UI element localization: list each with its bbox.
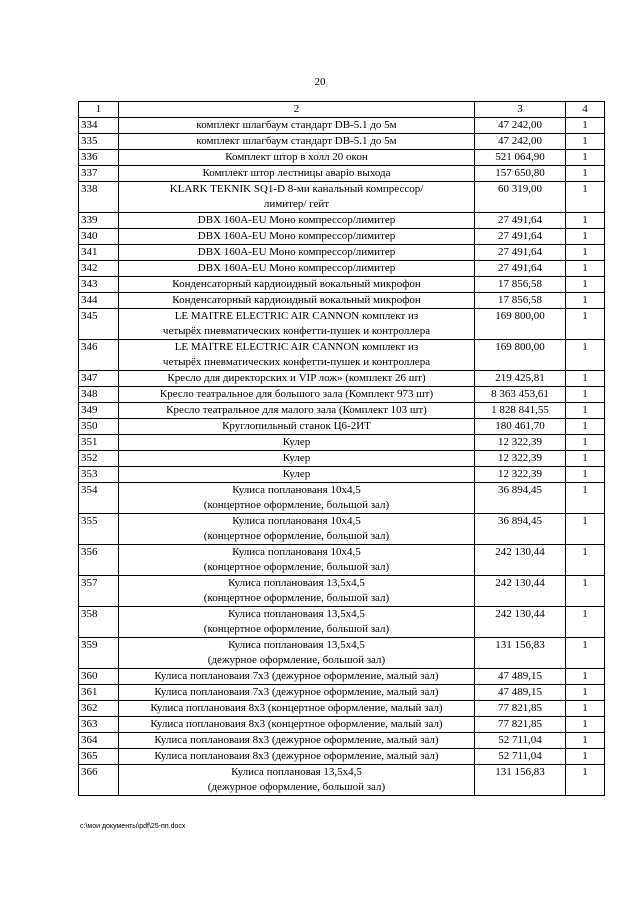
item-price: 77 821,85: [475, 717, 566, 733]
table-row: [79, 669, 605, 685]
item-quantity: 1: [566, 150, 605, 166]
table-row: [79, 229, 605, 245]
table-row: [79, 309, 605, 340]
table-row: [79, 733, 605, 749]
item-price: 219 425,81: [475, 371, 566, 387]
table-row: [79, 134, 605, 150]
item-name: [119, 387, 475, 403]
item-quantity: 1: [566, 545, 605, 576]
item-name: [119, 701, 475, 717]
row-number: 355: [79, 514, 119, 545]
row-number: 359: [79, 638, 119, 669]
page-number: 20: [314, 76, 326, 88]
item-quantity: 1: [566, 435, 605, 451]
table-row: [79, 261, 605, 277]
table-header-row: [79, 102, 605, 118]
item-name: [119, 717, 475, 733]
item-name-line: Кулер: [282, 436, 311, 448]
item-price: 47 242,00: [475, 118, 566, 134]
item-price: 242 130,44: [475, 576, 566, 607]
item-name-line: Кулиса поплановаия 7х3 (дежурное оформление, малый зал): [154, 670, 439, 682]
item-quantity: 1: [566, 733, 605, 749]
item-name: [119, 261, 475, 277]
item-name: [119, 166, 475, 182]
item-name-line: Кулиса поплановаия 8х3 (дежурное оформление, малый зал): [154, 750, 439, 762]
item-name-line: (дежурное оформление, большой зал): [207, 781, 386, 793]
item-price: 36 894,45: [475, 483, 566, 514]
item-price: 12 322,39: [475, 451, 566, 467]
item-name: [119, 483, 475, 514]
row-number: 352: [79, 451, 119, 467]
item-name: [119, 293, 475, 309]
item-quantity: 1: [566, 261, 605, 277]
item-name: [119, 150, 475, 166]
item-quantity: 1: [566, 403, 605, 419]
row-number: 356: [79, 545, 119, 576]
item-name: [119, 245, 475, 261]
row-number: 366: [79, 765, 119, 796]
row-number: 365: [79, 749, 119, 765]
table-row: [79, 213, 605, 229]
item-quantity: 1: [566, 607, 605, 638]
item-quantity: 1: [566, 514, 605, 545]
table-row: [79, 685, 605, 701]
item-name: [119, 435, 475, 451]
item-price: 242 130,44: [475, 607, 566, 638]
item-name: [119, 134, 475, 150]
item-quantity: 1: [566, 309, 605, 340]
item-price: 27 491,64: [475, 245, 566, 261]
table-row: [79, 182, 605, 213]
item-quantity: 1: [566, 749, 605, 765]
row-number: 339: [79, 213, 119, 229]
item-name: [119, 638, 475, 669]
row-number: 361: [79, 685, 119, 701]
item-name: [119, 749, 475, 765]
item-name-line: Комплект штор лестницы аваріо выхода: [202, 167, 391, 179]
item-quantity: 1: [566, 245, 605, 261]
row-number: 350: [79, 419, 119, 435]
item-price: 131 156,83: [475, 765, 566, 796]
table-row: [79, 576, 605, 607]
table-row: [79, 166, 605, 182]
header-col-3: 3: [475, 102, 566, 118]
item-name: [119, 576, 475, 607]
item-name-line: (концертное оформление, большой зал): [203, 592, 390, 604]
item-name: [119, 733, 475, 749]
item-name-line: четырёх пневматических конфетти-пушек и контроллера: [162, 325, 431, 337]
item-price: 36 894,45: [475, 514, 566, 545]
item-name-line: Круглопильный станок Ц6-2ИТ: [222, 420, 371, 432]
row-number: 353: [79, 467, 119, 483]
item-price: 12 322,39: [475, 435, 566, 451]
item-quantity: 1: [566, 685, 605, 701]
item-name-line: Конденсаторный кардиоидный вокальный микрофон: [172, 294, 421, 306]
item-name-line: комплект шлагбаум стандарт DB-5.1 до 5м: [196, 119, 397, 131]
item-quantity: 1: [566, 701, 605, 717]
row-number: 341: [79, 245, 119, 261]
item-quantity: 1: [566, 229, 605, 245]
item-name: [119, 277, 475, 293]
item-name-line: Кулиса поплановаия 7х3 (дежурное оформление, малый зал): [154, 686, 439, 698]
row-number: 347: [79, 371, 119, 387]
row-number: 335: [79, 134, 119, 150]
item-name-line: комплект шлагбаум стандарт DB-5.1 до 5м: [196, 135, 397, 147]
item-name-line: DBX 160A-EU Моно компрессор/лимитер: [197, 230, 396, 242]
table-row: [79, 419, 605, 435]
item-name-line: LE MAITRE ELECTRIC AIR CANNON комплект из: [174, 310, 419, 322]
row-number: 354: [79, 483, 119, 514]
item-name-line: Кулиса поплановаия 8х3 (дежурное оформление, малый зал): [154, 734, 439, 746]
row-number: 351: [79, 435, 119, 451]
table-row: [79, 514, 605, 545]
item-quantity: 1: [566, 419, 605, 435]
item-quantity: 1: [566, 669, 605, 685]
item-quantity: 1: [566, 765, 605, 796]
item-name-line: Кулер: [282, 468, 311, 480]
item-quantity: 1: [566, 213, 605, 229]
item-price: 17 856,58: [475, 277, 566, 293]
item-price: 169 800,00: [475, 340, 566, 371]
item-name-line: (дежурное оформление, большой зал): [207, 654, 386, 666]
table-row: [79, 701, 605, 717]
item-quantity: 1: [566, 166, 605, 182]
item-name-line: DBX 160A-EU Моно компрессор/лимитер: [197, 246, 396, 258]
item-price: 8 363 453,61: [475, 387, 566, 403]
row-number: 363: [79, 717, 119, 733]
table-row: [79, 717, 605, 733]
inventory-table-body: [79, 102, 605, 796]
item-name-line: Кулиса поплановаия 13,5х4,5: [228, 639, 365, 651]
table-row: [79, 150, 605, 166]
header-col-2: 2: [119, 102, 475, 118]
item-name: [119, 669, 475, 685]
item-name: [119, 514, 475, 545]
item-name-line: DBX 160A-EU Моно компрессор/лимитер: [197, 262, 396, 274]
item-name: [119, 685, 475, 701]
row-number: 345: [79, 309, 119, 340]
item-price: 47 489,15: [475, 669, 566, 685]
row-number: 338: [79, 182, 119, 213]
item-quantity: 1: [566, 182, 605, 213]
item-name-line: Кресло для директорских и VIP лож» (комплект 26 шт): [167, 372, 426, 384]
item-price: 17 856,58: [475, 293, 566, 309]
row-number: 334: [79, 118, 119, 134]
item-name-line: четырёх пневматических конфетти-пушек и контроллера: [162, 356, 431, 368]
item-name: [119, 607, 475, 638]
table-row: [79, 293, 605, 309]
item-name-line: DBX 160A-EU Моно компрессор/лимитер: [197, 214, 396, 226]
item-price: 52 711,04: [475, 733, 566, 749]
item-price: 131 156,83: [475, 638, 566, 669]
item-quantity: 1: [566, 118, 605, 134]
item-quantity: 1: [566, 576, 605, 607]
item-price: 77 821,85: [475, 701, 566, 717]
item-quantity: 1: [566, 277, 605, 293]
row-number: 343: [79, 277, 119, 293]
item-name-line: Кулер: [282, 452, 311, 464]
row-number: 337: [79, 166, 119, 182]
header-col-1: 1: [79, 102, 119, 118]
item-name-line: Кулиса поплановаия 8х3 (концертное оформление, малый зал): [150, 702, 443, 714]
item-price: 27 491,64: [475, 213, 566, 229]
table-row: [79, 765, 605, 796]
item-name-line: лимитер/ гейт: [263, 198, 330, 210]
item-price: 47 242,00: [475, 134, 566, 150]
inventory-table: [78, 101, 605, 796]
item-name: [119, 545, 475, 576]
item-name-line: Кулиса попланованя 10х4,5: [232, 484, 361, 496]
item-name: [119, 371, 475, 387]
table-row: [79, 467, 605, 483]
row-number: 340: [79, 229, 119, 245]
item-name: [119, 467, 475, 483]
row-number: 348: [79, 387, 119, 403]
item-price: 52 711,04: [475, 749, 566, 765]
item-name-line: KLARK TEKNIK SQ1-D 8-ми канальный компрессор/: [169, 183, 424, 195]
item-name-line: Комплект штор в холл 20 окон: [225, 151, 368, 163]
table-row: [79, 749, 605, 765]
table-row: [79, 638, 605, 669]
file-path-footer: c:\мои документы\pdf\25-пп.docx: [80, 823, 186, 830]
table-row: [79, 387, 605, 403]
table-row: [79, 340, 605, 371]
row-number: 357: [79, 576, 119, 607]
row-number: 358: [79, 607, 119, 638]
item-price: 169 800,00: [475, 309, 566, 340]
item-quantity: 1: [566, 483, 605, 514]
item-quantity: 1: [566, 387, 605, 403]
item-name-line: Кулиса поплановая 13,5х4,5: [231, 766, 362, 778]
row-number: 349: [79, 403, 119, 419]
table-row: [79, 545, 605, 576]
row-number: 336: [79, 150, 119, 166]
item-name-line: Кулиса попланованя 10х4,5: [232, 546, 361, 558]
item-name-line: Кулиса поплановаия 13,5х4,5: [228, 608, 365, 620]
row-number: 362: [79, 701, 119, 717]
item-name-line: LE MAITRE ELECTRIC AIR CANNON комплект из: [174, 341, 419, 353]
item-quantity: 1: [566, 451, 605, 467]
item-price: 242 130,44: [475, 545, 566, 576]
item-name-line: Кресло театральное для большого зала (Комплект 973 шт): [159, 388, 434, 400]
item-price: 180 461,70: [475, 419, 566, 435]
row-number: 364: [79, 733, 119, 749]
table-row: [79, 403, 605, 419]
header-col-4: 4: [566, 102, 605, 118]
item-name-line: Кресло театральное для малого зала (Комплект 103 шт): [166, 404, 427, 416]
item-name: [119, 309, 475, 340]
table-row: [79, 435, 605, 451]
row-number: 342: [79, 261, 119, 277]
table-row: [79, 277, 605, 293]
item-name-line: (концертное оформление, большой зал): [203, 623, 390, 635]
item-name-line: Кулиса попланованя 10х4,5: [232, 515, 361, 527]
item-quantity: 1: [566, 467, 605, 483]
item-quantity: 1: [566, 134, 605, 150]
table-row: [79, 245, 605, 261]
item-price: 521 064,90: [475, 150, 566, 166]
item-price: 12 322,39: [475, 467, 566, 483]
row-number: 344: [79, 293, 119, 309]
item-name-line: (концертное оформление, большой зал): [203, 530, 390, 542]
item-name-line: Кулиса поплановаия 13,5х4,5: [228, 577, 365, 589]
item-quantity: 1: [566, 340, 605, 371]
item-name: [119, 118, 475, 134]
item-name: [119, 213, 475, 229]
item-name: [119, 451, 475, 467]
item-name: [119, 765, 475, 796]
item-name: [119, 340, 475, 371]
item-price: 27 491,64: [475, 229, 566, 245]
item-name: [119, 229, 475, 245]
table-row: [79, 607, 605, 638]
item-name: [119, 182, 475, 213]
table-row: [79, 451, 605, 467]
item-price: 157 650,80: [475, 166, 566, 182]
item-quantity: 1: [566, 638, 605, 669]
item-price: 60 319,00: [475, 182, 566, 213]
item-name-line: Конденсаторный кардиоидный вокальный микрофон: [172, 278, 421, 290]
item-name-line: Кулиса поплановаия 8х3 (концертное оформление, малый зал): [150, 718, 443, 730]
item-price: 27 491,64: [475, 261, 566, 277]
row-number: 360: [79, 669, 119, 685]
item-quantity: 1: [566, 293, 605, 309]
item-name-line: (концертное оформление, большой зал): [203, 499, 390, 511]
row-number: 346: [79, 340, 119, 371]
item-quantity: 1: [566, 371, 605, 387]
item-name: [119, 419, 475, 435]
item-price: 1 828 841,55: [475, 403, 566, 419]
item-price: 47 489,15: [475, 685, 566, 701]
item-quantity: 1: [566, 717, 605, 733]
item-name: [119, 403, 475, 419]
table-row: [79, 371, 605, 387]
item-name-line: (концертное оформление, большой зал): [203, 561, 390, 573]
table-row: [79, 483, 605, 514]
table-row: [79, 118, 605, 134]
